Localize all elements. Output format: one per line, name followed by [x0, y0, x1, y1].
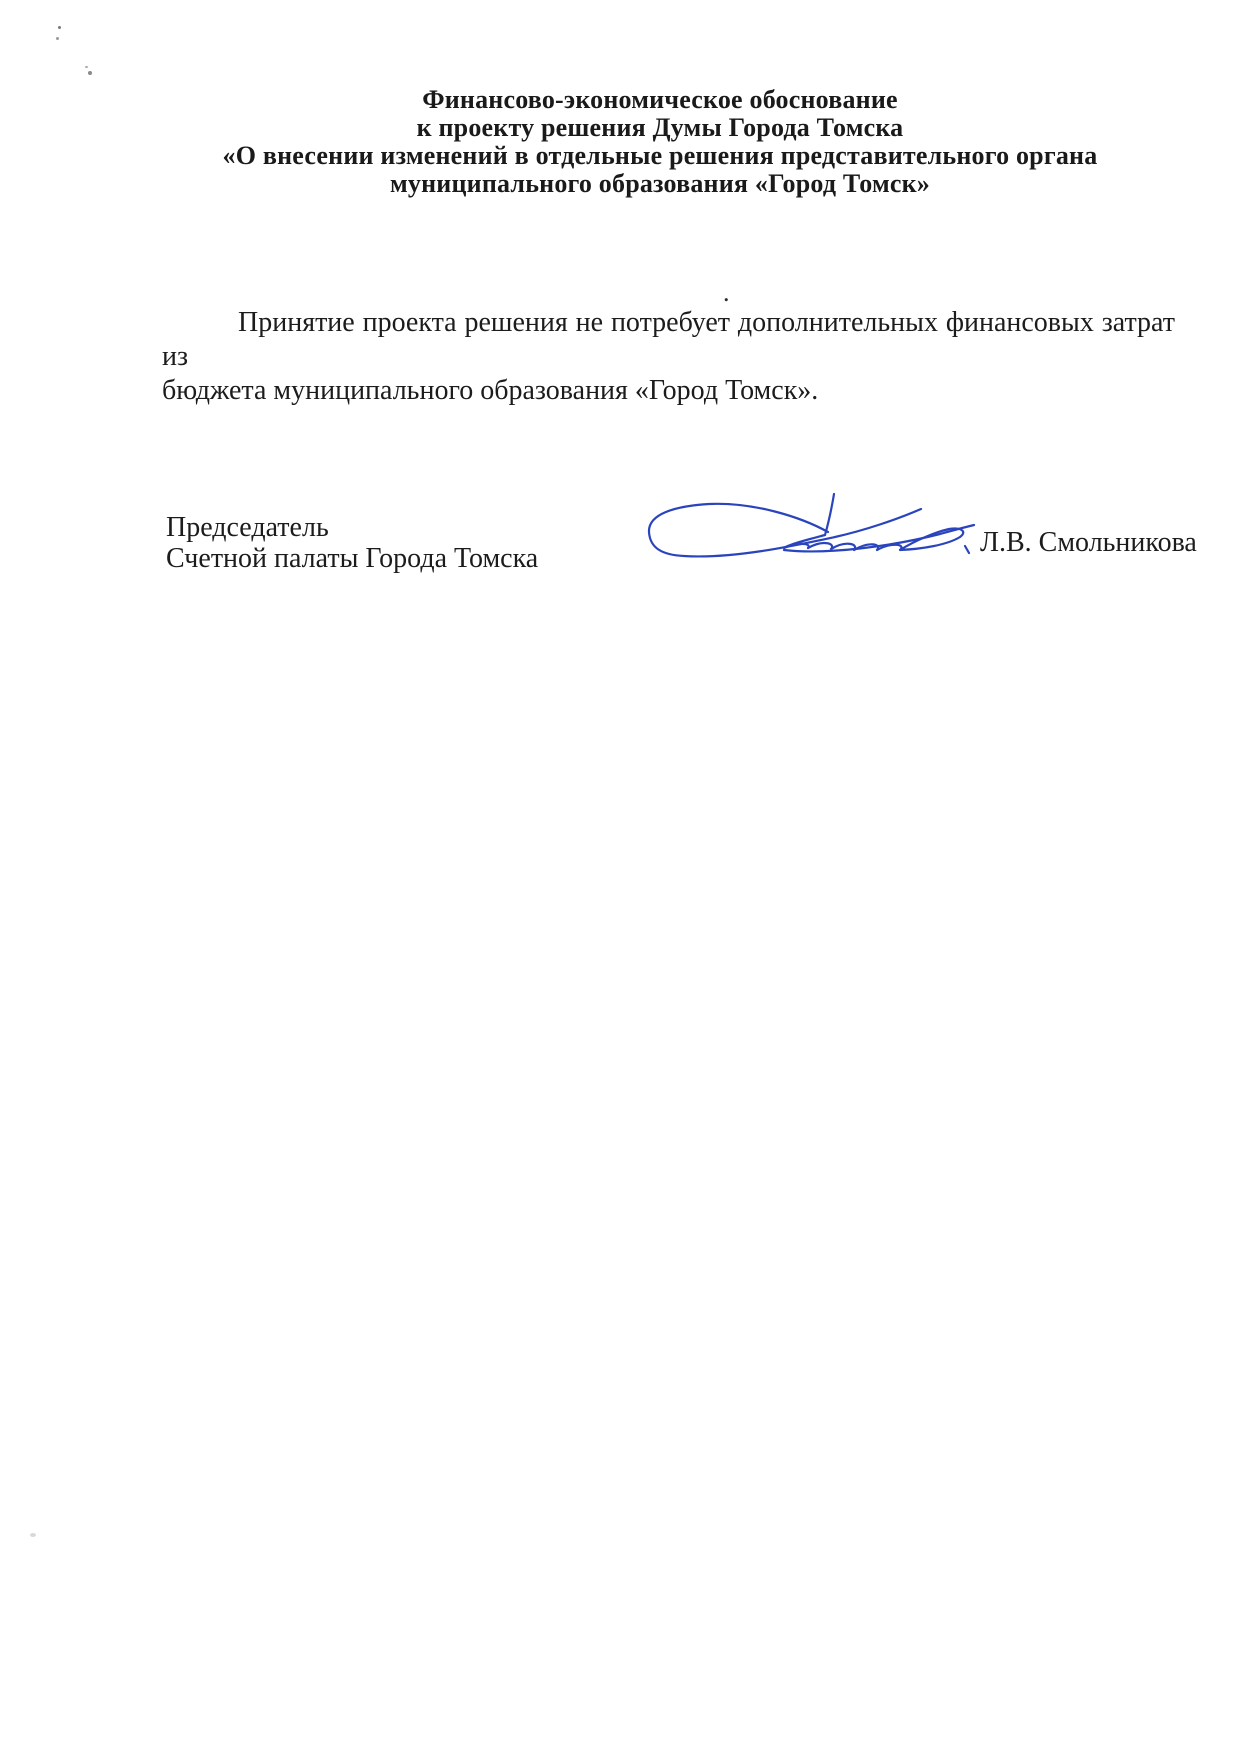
body-paragraph-line-2: бюджета муниципального образования «Город Томск». [162, 375, 819, 406]
scan-speck [30, 1533, 36, 1537]
title-line-4: муниципального образования «Город Томск» [389, 169, 931, 198]
signer-role-line-1: Председатель [166, 512, 329, 543]
scan-speck [88, 71, 92, 75]
signature-ink-strokes [649, 494, 974, 556]
scan-speck [85, 66, 88, 68]
body-paragraph [162, 306, 1175, 408]
stray-period-artifact: . [723, 278, 730, 307]
handwritten-signature [638, 488, 988, 573]
signer-name: Л.В. Смольникова [980, 527, 1197, 558]
scan-speck [58, 26, 61, 29]
document-title [70, 86, 1240, 198]
title-line-3: «О внесении изменений в отдельные решения представительного органа [222, 141, 1098, 170]
signer-role-line-2: Счетной палаты Города Томска [166, 543, 539, 574]
title-line-2: к проекту решения Думы Города Томска [416, 113, 904, 142]
signer-role [166, 512, 538, 574]
body-paragraph-line-1: Принятие проекта решения не потребует дополнительных финансовых затрат из [162, 307, 1175, 372]
scan-speck [56, 37, 59, 40]
title-line-1: Финансово-экономическое обоснование [422, 85, 898, 114]
